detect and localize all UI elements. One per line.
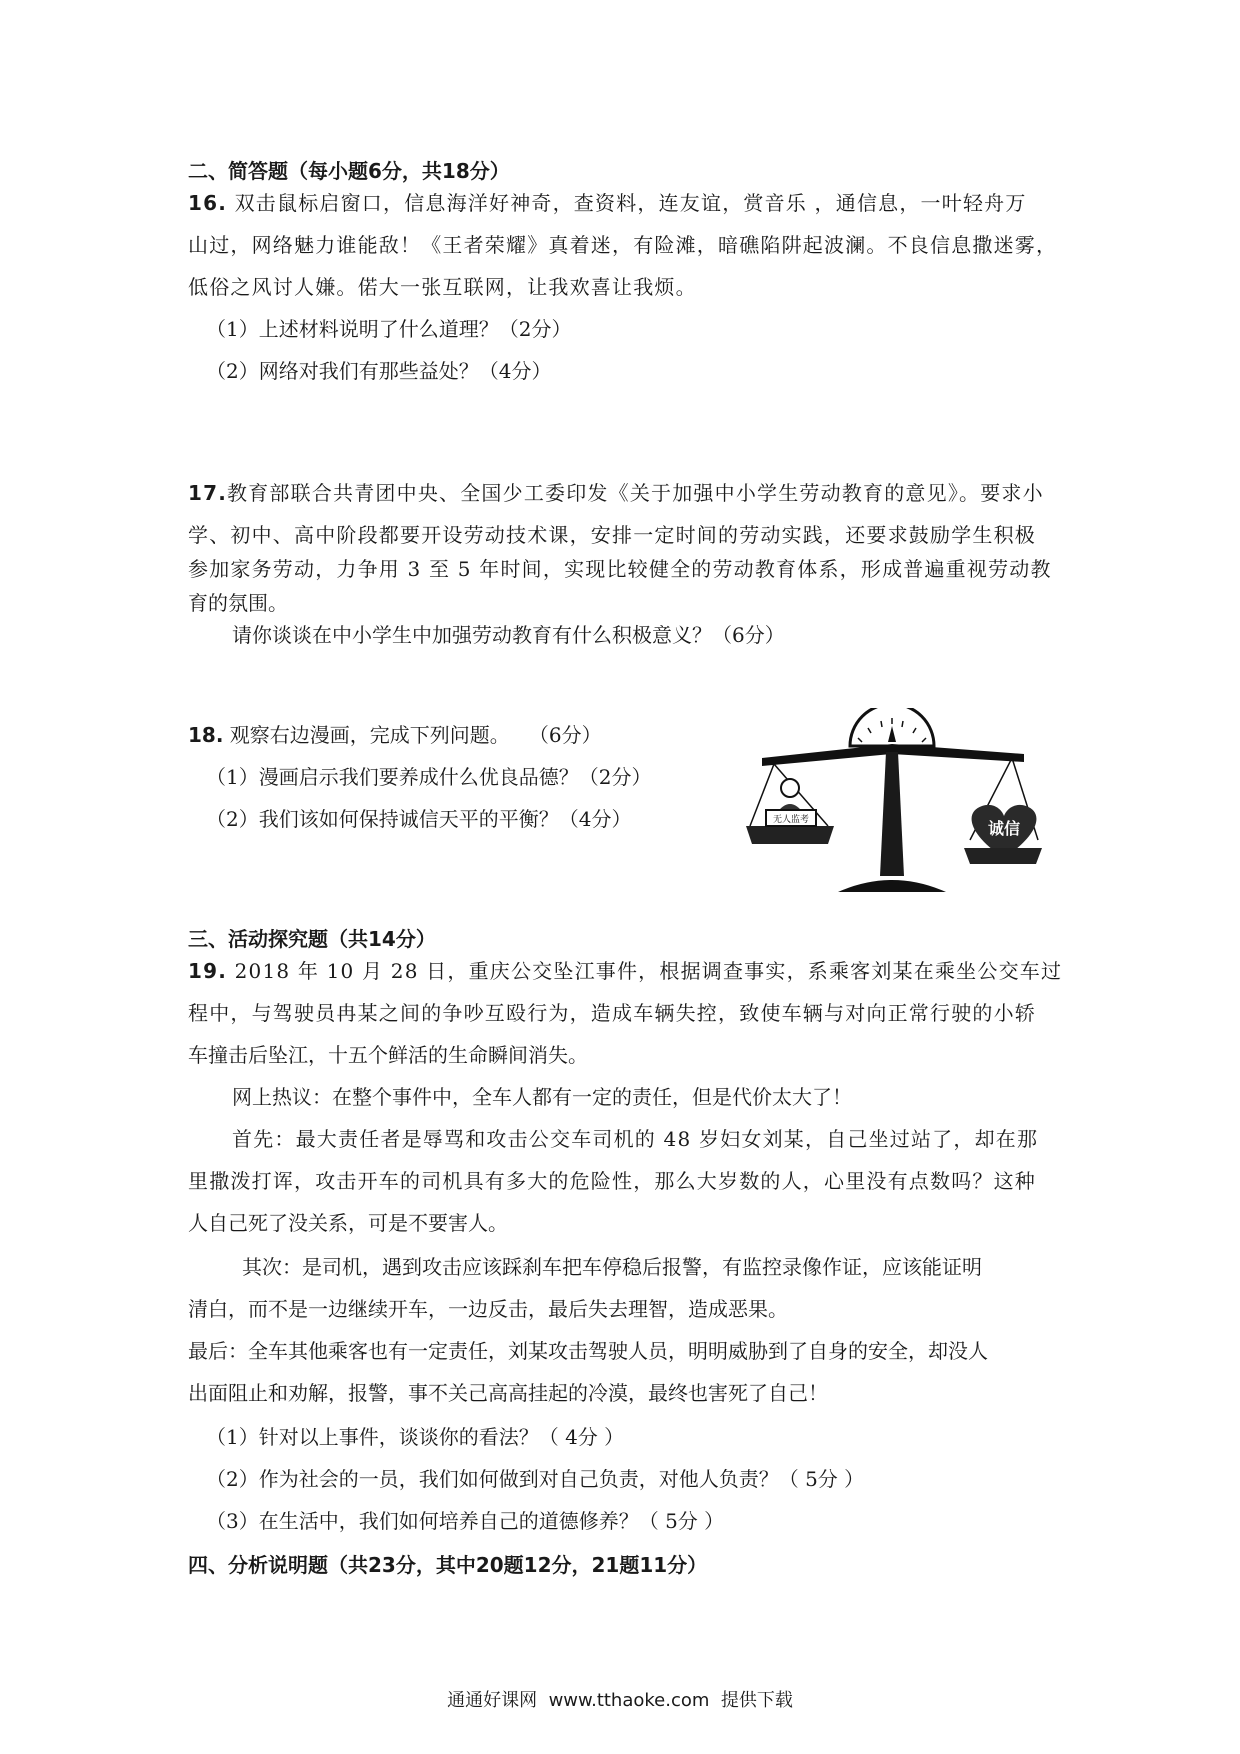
question-number: 18.: [188, 723, 224, 747]
question-19-para-2-line-1: 首先：最大责任者是辱骂和攻击公交车司机的 48 岁妇女刘某，自己坐过站了，却在那: [232, 1127, 1039, 1151]
question-17-line-2: 学、初中、高中阶段都要开设劳动技术课，安排一定时间的劳动实践，还要求鼓励学生积极: [188, 523, 1036, 547]
question-number: 19.: [188, 959, 228, 983]
question-18-stem: [188, 722, 602, 748]
student-figure: [781, 779, 799, 797]
question-16-sub-2: （2）网络对我们有那些益处？（4分）: [206, 359, 552, 383]
scale-pillar: [880, 752, 904, 876]
question-19-line-3: 车撞击后坠江，十五个鲜活的生命瞬间消失。: [188, 1043, 588, 1067]
section-heading-3: 三、活动探究题（共14分）: [188, 927, 436, 951]
question-16-line-3: 低俗之风讨人嫌。偌大一张互联网，让我欢喜让我烦。: [188, 275, 697, 299]
scale-base: [838, 880, 946, 892]
question-16-line-2: 山过，网络魅力谁能敌！《王者荣耀》真着迷，有险滩，暗礁陷阱起波澜。不良信息撒迷雾，: [188, 233, 1058, 257]
right-pan: [964, 848, 1042, 864]
question-number: 16.: [188, 191, 228, 215]
question-19-sub-3: （3）在生活中，我们如何培养自己的道德修养？（ 5分 ）: [206, 1509, 725, 1533]
section-heading-4: 四、分析说明题（共23分，其中20题12分，21题11分）: [188, 1553, 708, 1577]
question-18-sub-1: （1）漫画启示我们要养成什么优良品德？（2分）: [206, 765, 652, 789]
question-19-para-2-line-3: 人自己死了没关系，可是不要害人。: [188, 1211, 508, 1235]
question-19-para-2-line-2: 里撒泼打诨，攻击开车的司机具有多大的危险性，那么大岁数的人，心里没有点数吗？这种: [188, 1169, 1036, 1193]
question-18-sub-2: （2）我们该如何保持诚信天平的平衡？（4分）: [206, 807, 632, 831]
question-19-line-1: [188, 958, 1062, 984]
question-text: 教育部联合共青团中央、全国少工委印发《关于加强中小学生劳动教育的意见》。要求小: [227, 481, 1044, 505]
question-17-line-4: 育的氛围。: [188, 591, 288, 615]
question-16-sub-1: （1）上述材料说明了什么道理？（2分）: [206, 317, 572, 341]
question-number: 17.: [188, 481, 228, 505]
left-pan: [746, 826, 834, 844]
question-16-line-1: [188, 190, 1027, 216]
question-text: 双击鼠标启窗口，信息海洋好神奇，查资料，连友谊，赏音乐 ，通信息，一叶轻舟万: [234, 191, 1027, 215]
heart-label: 诚信: [987, 819, 1021, 838]
question-19-para-1: 网上热议：在整个事件中，全车人都有一定的责任，但是代价太大了！: [232, 1085, 852, 1109]
question-19-sub-1: （1）针对以上事件，谈谈你的看法？（ 4分 ）: [206, 1425, 625, 1449]
question-text: 2018 年 10 月 28 日，重庆公交坠江事件，根据调查事实，系乘客刘某在乘坐公交车过: [234, 959, 1063, 983]
question-19-para-3-line-1: 其次：是司机，遇到攻击应该踩刹车把车停稳后报警，有监控录像作证，应该能证明: [242, 1255, 982, 1279]
question-19-para-4-line-2: 出面阻止和劝解，报警，事不关己高高挂起的冷漠，最终也害死了自己！: [188, 1381, 828, 1405]
question-19-line-2: 程中，与驾驶员冉某之间的争吵互殴行为，造成车辆失控，致使车辆与对向正常行驶的小轿: [188, 1001, 1036, 1025]
left-sign-label: 无人监考: [772, 815, 810, 825]
question-19-para-3-line-2: 清白，而不是一边继续开车，一边反击，最后失去理智，造成恶果。: [188, 1297, 788, 1321]
footer-credit: 通通好课网 www.tthaoke.com 提供下载: [447, 1690, 793, 1711]
section-heading-2: 二、简答题（每小题6分，共18分）: [188, 159, 510, 183]
question-17-line-3: 参加家务劳动，力争用 3 至 5 年时间，实现比较健全的劳动教育体系，形成普遍重视劳动教: [188, 557, 1052, 581]
question-19-sub-2: （2）作为社会的一员，我们如何做到对自己负责，对他人负责？（ 5分 ）: [206, 1467, 865, 1491]
question-19-para-4-line-1: 最后：全车其他乘客也有一定责任，刘某攻击驾驶人员，明明威胁到了自身的安全，却没人: [188, 1339, 988, 1363]
question-17-line-1: [188, 480, 1044, 506]
question-text: 观察右边漫画，完成下列问题。 （6分）: [229, 723, 602, 747]
question-17-prompt: 请你谈谈在中小学生中加强劳动教育有什么积极意义？（6分）: [232, 623, 785, 647]
balance-scale-cartoon: [742, 708, 1042, 900]
